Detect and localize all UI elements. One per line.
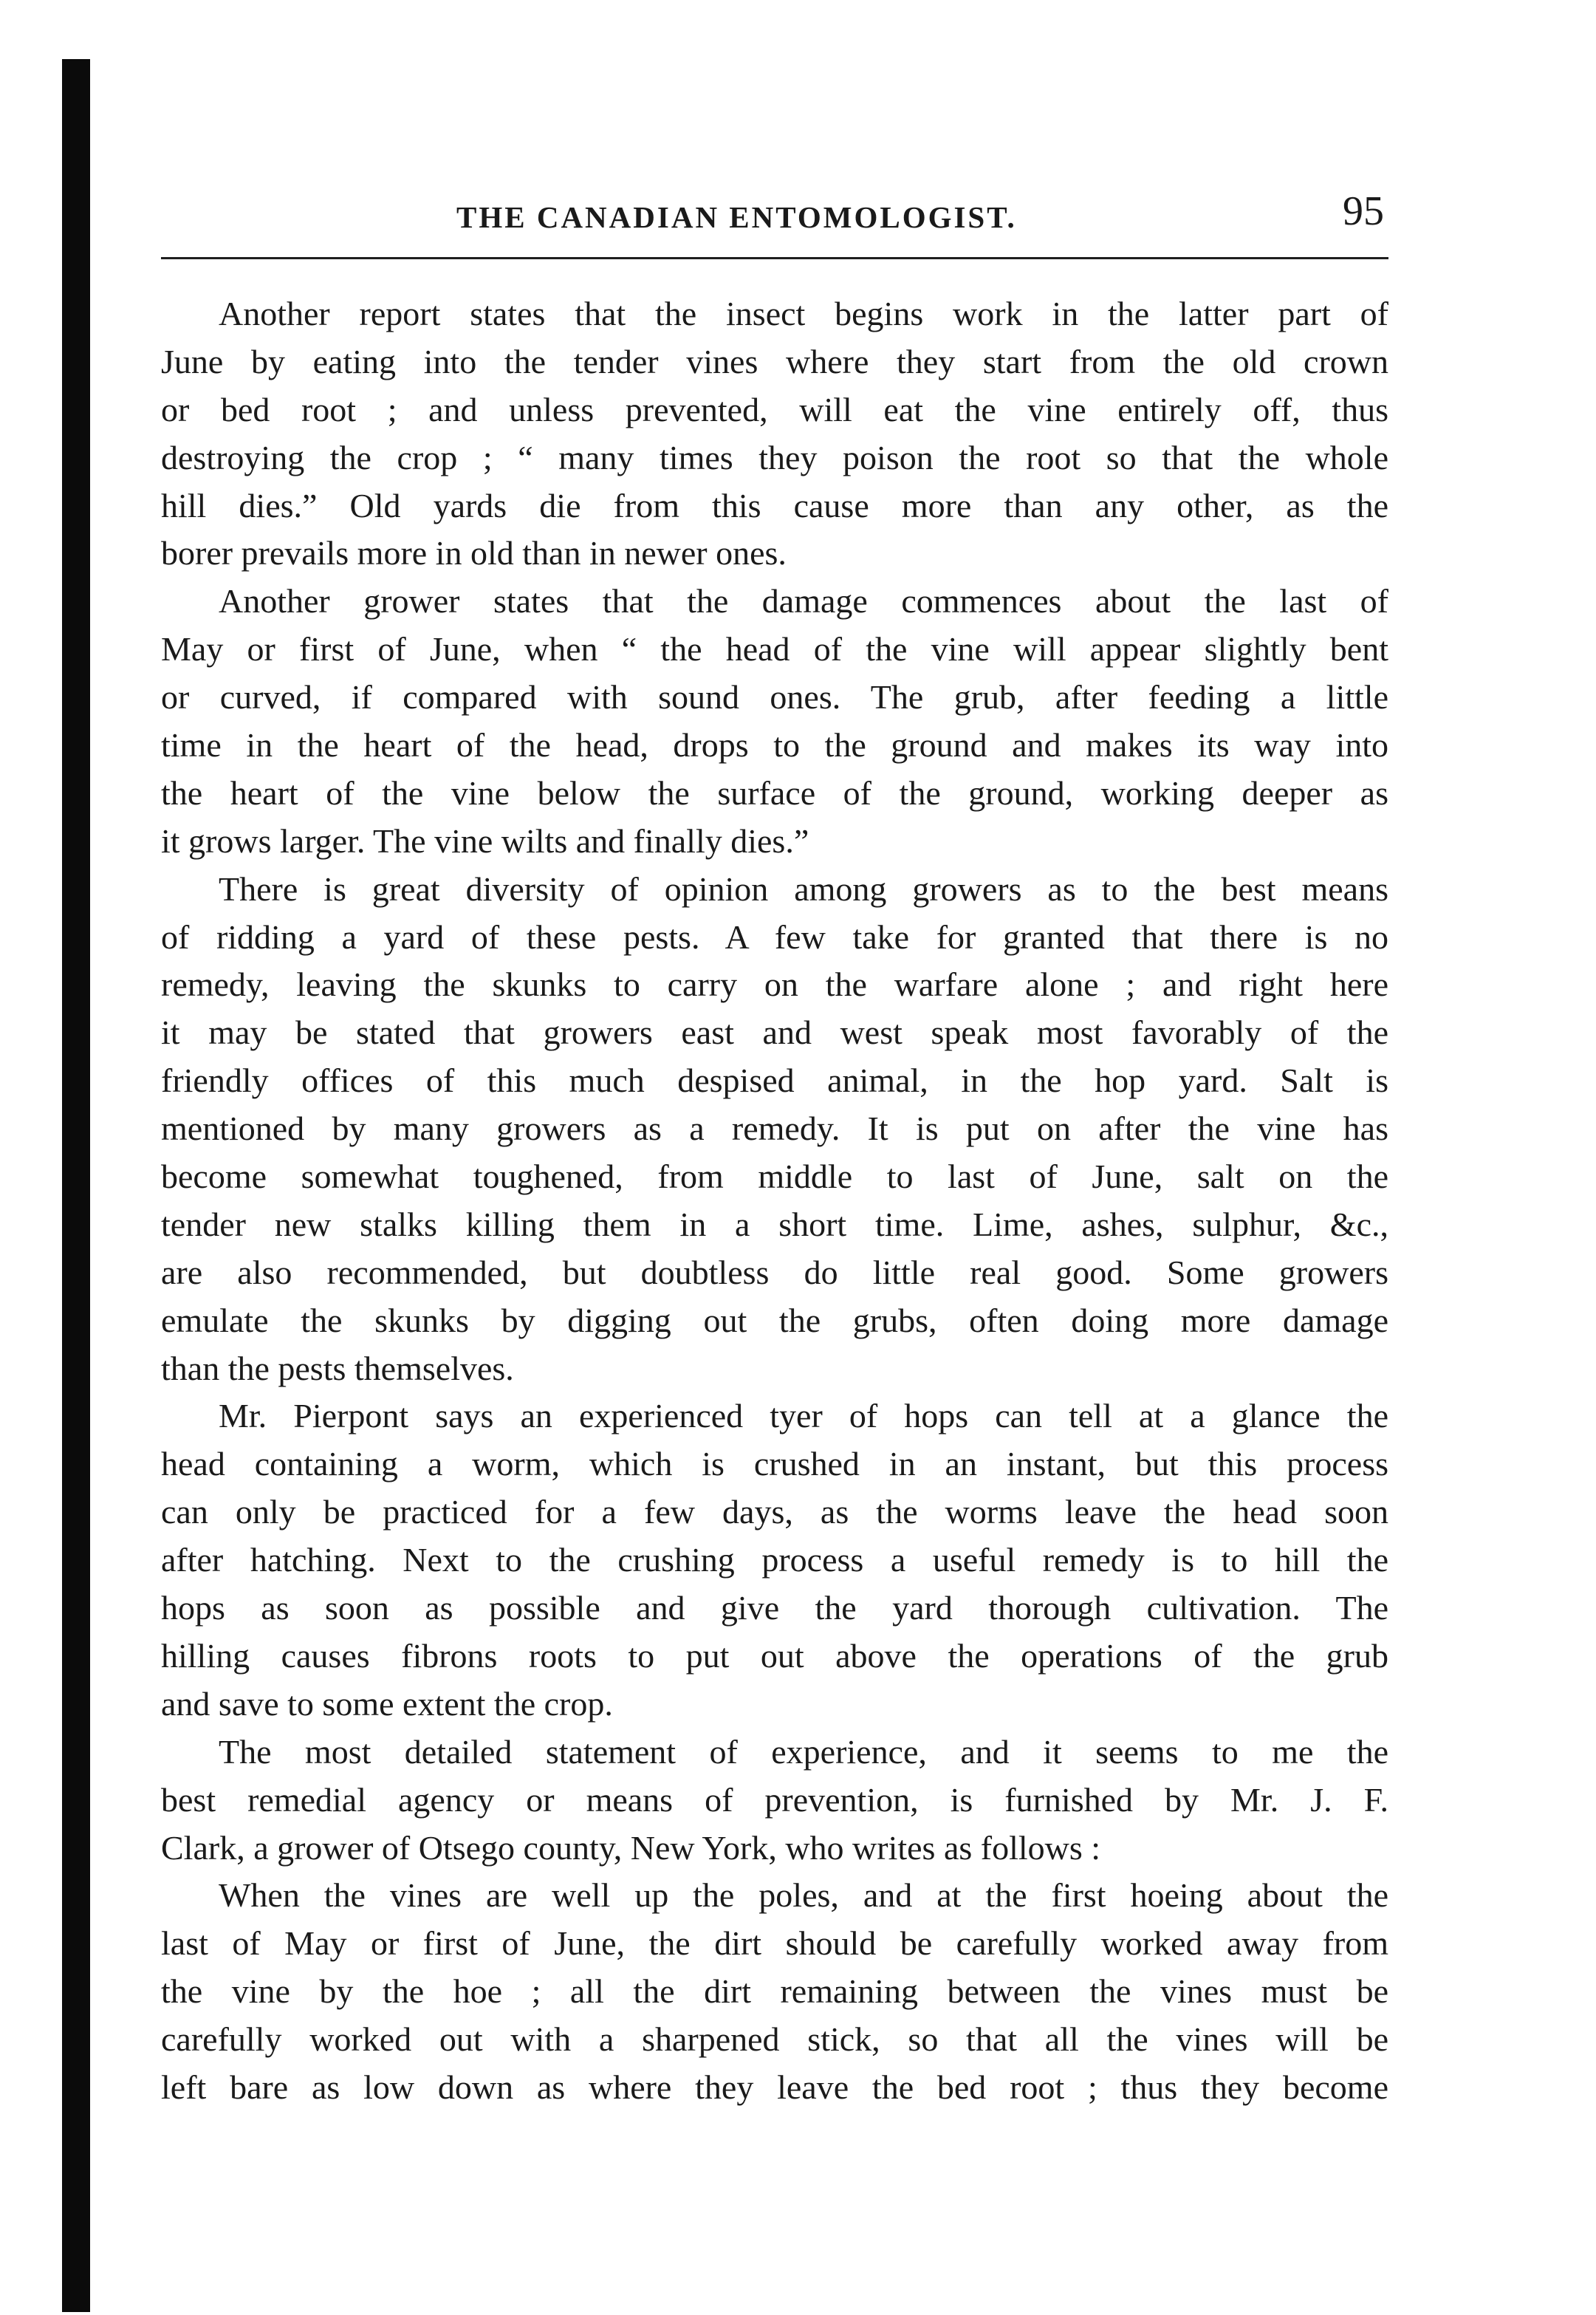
text-line: Another grower states that the damage commences about the last of — [219, 582, 1388, 620]
text-line: head containing a worm, which is crushed in an instant, but this process — [161, 1445, 1388, 1483]
header-rule — [161, 257, 1388, 259]
text-line: become somewhat toughened, from middle to last of June, salt on the — [161, 1158, 1388, 1196]
text-line: May or first of June, when “ the head of the vine will appear slightly bent — [161, 630, 1388, 668]
text-line: hilling causes fibrons roots to put out above the operations of the grub — [161, 1636, 1388, 1675]
text-line: of ridding a yard of these pests. A few take for granted that there is no — [161, 917, 1388, 956]
text-line: can only be practiced for a few days, as the worms leave the head soon — [161, 1493, 1388, 1531]
text-line: and save to some extent the crop. — [161, 1684, 613, 1723]
running-head — [161, 183, 1388, 242]
page-number: 95 — [1343, 188, 1384, 234]
text-line: after hatching. Next to the crushing process a useful remedy is to hill the — [161, 1541, 1388, 1579]
text-line: the vine by the hoe ; all the dirt remaining between the vines must be — [161, 1972, 1388, 2011]
text-line: tender new stalks killing them in a short time. Lime, ashes, sulphur, &c., — [161, 1205, 1388, 1243]
text-line: left bare as low down as where they leave the bed root ; thus they become — [161, 2068, 1388, 2106]
text-line: Another report states that the insect begins work in the latter part of — [219, 295, 1388, 332]
text-line: than the pests themselves. — [161, 1349, 514, 1387]
text-line: time in the heart of the head, drops to the ground and makes its way into — [161, 726, 1388, 765]
text-line: are also recommended, but doubtless do little real good. Some growers — [161, 1253, 1388, 1291]
binding-edge — [62, 59, 90, 2312]
text-line: Clark, a grower of Otsego county, New York, who writes as follows : — [161, 1828, 1101, 1867]
text-line: or bed root ; and unless prevented, will eat the vine entirely off, thus — [161, 390, 1388, 428]
text-line: friendly offices of this much despised animal, in the hop yard. Salt is — [161, 1061, 1388, 1100]
text-line: There is great diversity of opinion among growers as to the best means — [219, 869, 1388, 908]
text-line: emulate the skunks by digging out the grubs, often doing more damage — [161, 1301, 1388, 1339]
text-line: carefully worked out with a sharpened stick, so that all the vines will be — [161, 2020, 1388, 2059]
text-line: best remedial agency or means of prevention, is furnished by Mr. J. F. — [161, 1780, 1388, 1819]
journal-title: THE CANADIAN ENTOMOLOGIST. — [456, 200, 1017, 234]
text-line: June by eating into the tender vines where they start from the old crown — [161, 342, 1388, 380]
text-line: Mr. Pierpont says an experienced tyer of hops can tell at a glance the — [219, 1397, 1388, 1435]
text-line: hill dies.” Old yards die from this cause more than any other, as the — [161, 486, 1388, 524]
text-line: destroying the crop ; “ many times they poison the root so that the whole — [161, 438, 1388, 476]
text-line: The most detailed statement of experience, and it seems to me the — [219, 1732, 1388, 1771]
text-line: borer prevails more in old than in newer ones. — [161, 534, 787, 572]
text-line: mentioned by many growers as a remedy. It is put on after the vine has — [161, 1109, 1388, 1148]
document-page — [161, 183, 1388, 2112]
text-line: When the vines are well up the poles, and at the first hoeing about the — [219, 1876, 1388, 1915]
text-line: or curved, if compared with sound ones. The grub, after feeding a little — [161, 678, 1388, 717]
text-line: it grows larger. The vine wilts and finally dies.” — [161, 821, 809, 860]
text-line: hops as soon as possible and give the yard thorough cultivation. The — [161, 1589, 1388, 1627]
text-line: last of May or first of June, the dirt should be carefully worked away from — [161, 1924, 1388, 1963]
body-text — [161, 290, 1388, 2112]
text-line: the heart of the vine below the surface of the ground, working deeper as — [161, 773, 1388, 812]
text-line: remedy, leaving the skunks to carry on the warfare alone ; and right here — [161, 965, 1388, 1004]
text-line: it may be stated that growers east and west speak most favorably of the — [161, 1013, 1388, 1052]
